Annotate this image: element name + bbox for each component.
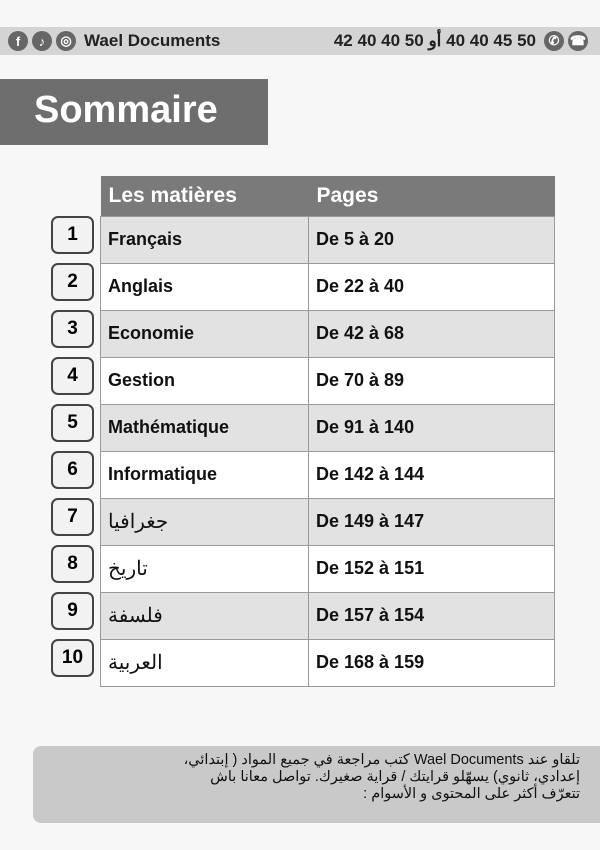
- note-line: تلقاو عند Wael Documents كتب مراجعة في جميع المواد ( إبتدائي،: [183, 752, 580, 768]
- subject-cell: العربية: [101, 639, 309, 686]
- header-pages: Pages: [309, 176, 555, 216]
- row-number-badge: 9: [51, 592, 94, 630]
- pages-cell: De 168 à 159: [309, 639, 555, 686]
- subject-cell: Anglais: [101, 263, 309, 310]
- table-row: [101, 639, 555, 686]
- row-number-badge: 7: [51, 498, 94, 536]
- note-line: إعدادي، ثانوي) يسهّلو قرايتك / قراية صغيرك. تواصل معانا باش: [210, 769, 580, 785]
- subject-cell: فلسفة: [101, 592, 309, 639]
- row-number-badge: 10: [51, 639, 94, 677]
- table-row: [101, 451, 555, 498]
- pages-cell: De 91 à 140: [309, 404, 555, 451]
- pages-cell: De 152 à 151: [309, 545, 555, 592]
- phone-icon[interactable]: ☎: [568, 31, 588, 51]
- table-row: [101, 498, 555, 545]
- row-number-badge: 6: [51, 451, 94, 489]
- subject-cell: Informatique: [101, 451, 309, 498]
- pages-cell: De 22 à 40: [309, 263, 555, 310]
- page-title: Sommaire: [0, 79, 268, 145]
- pages-cell: De 5 à 20: [309, 216, 555, 263]
- subject-cell: Mathématique: [101, 404, 309, 451]
- table-row: [101, 592, 555, 639]
- contact-bar: [0, 27, 600, 55]
- phone-numbers: 50 45 40 40 أو 50 40 40 42: [333, 31, 536, 50]
- table-row: [101, 216, 555, 263]
- pages-cell: De 142 à 144: [309, 451, 555, 498]
- header-subjects: Les matières: [101, 176, 309, 216]
- row-number-badge: 8: [51, 545, 94, 583]
- tiktok-icon[interactable]: ♪: [32, 31, 52, 51]
- subject-cell: Français: [101, 216, 309, 263]
- subject-cell: جغرافيا: [101, 498, 309, 545]
- row-number-badge: 5: [51, 404, 94, 442]
- row-number-badge: 2: [51, 263, 94, 301]
- facebook-icon[interactable]: f: [8, 31, 28, 51]
- subject-cell: تاريخ: [101, 545, 309, 592]
- pages-cell: De 42 à 68: [309, 310, 555, 357]
- table-row: [101, 310, 555, 357]
- pages-cell: De 149 à 147: [309, 498, 555, 545]
- table-row: [101, 404, 555, 451]
- instagram-icon[interactable]: ◎: [56, 31, 76, 51]
- pages-cell: De 157 à 154: [309, 592, 555, 639]
- row-numbers: [51, 216, 94, 686]
- subject-cell: Economie: [101, 310, 309, 357]
- row-number-badge: 4: [51, 357, 94, 395]
- table-row: [101, 357, 555, 404]
- brand-name: Wael Documents: [84, 31, 221, 50]
- whatsapp-icon[interactable]: ✆: [544, 31, 564, 51]
- table-row: [101, 545, 555, 592]
- row-number-badge: 3: [51, 310, 94, 348]
- promo-note: [33, 746, 600, 823]
- contents-table: [100, 176, 555, 687]
- note-line: تتعرّف أكثر على المحتوى و الأسوام :: [363, 786, 580, 802]
- row-number-badge: 1: [51, 216, 94, 254]
- pages-cell: De 70 à 89: [309, 357, 555, 404]
- table-row: [101, 263, 555, 310]
- subject-cell: Gestion: [101, 357, 309, 404]
